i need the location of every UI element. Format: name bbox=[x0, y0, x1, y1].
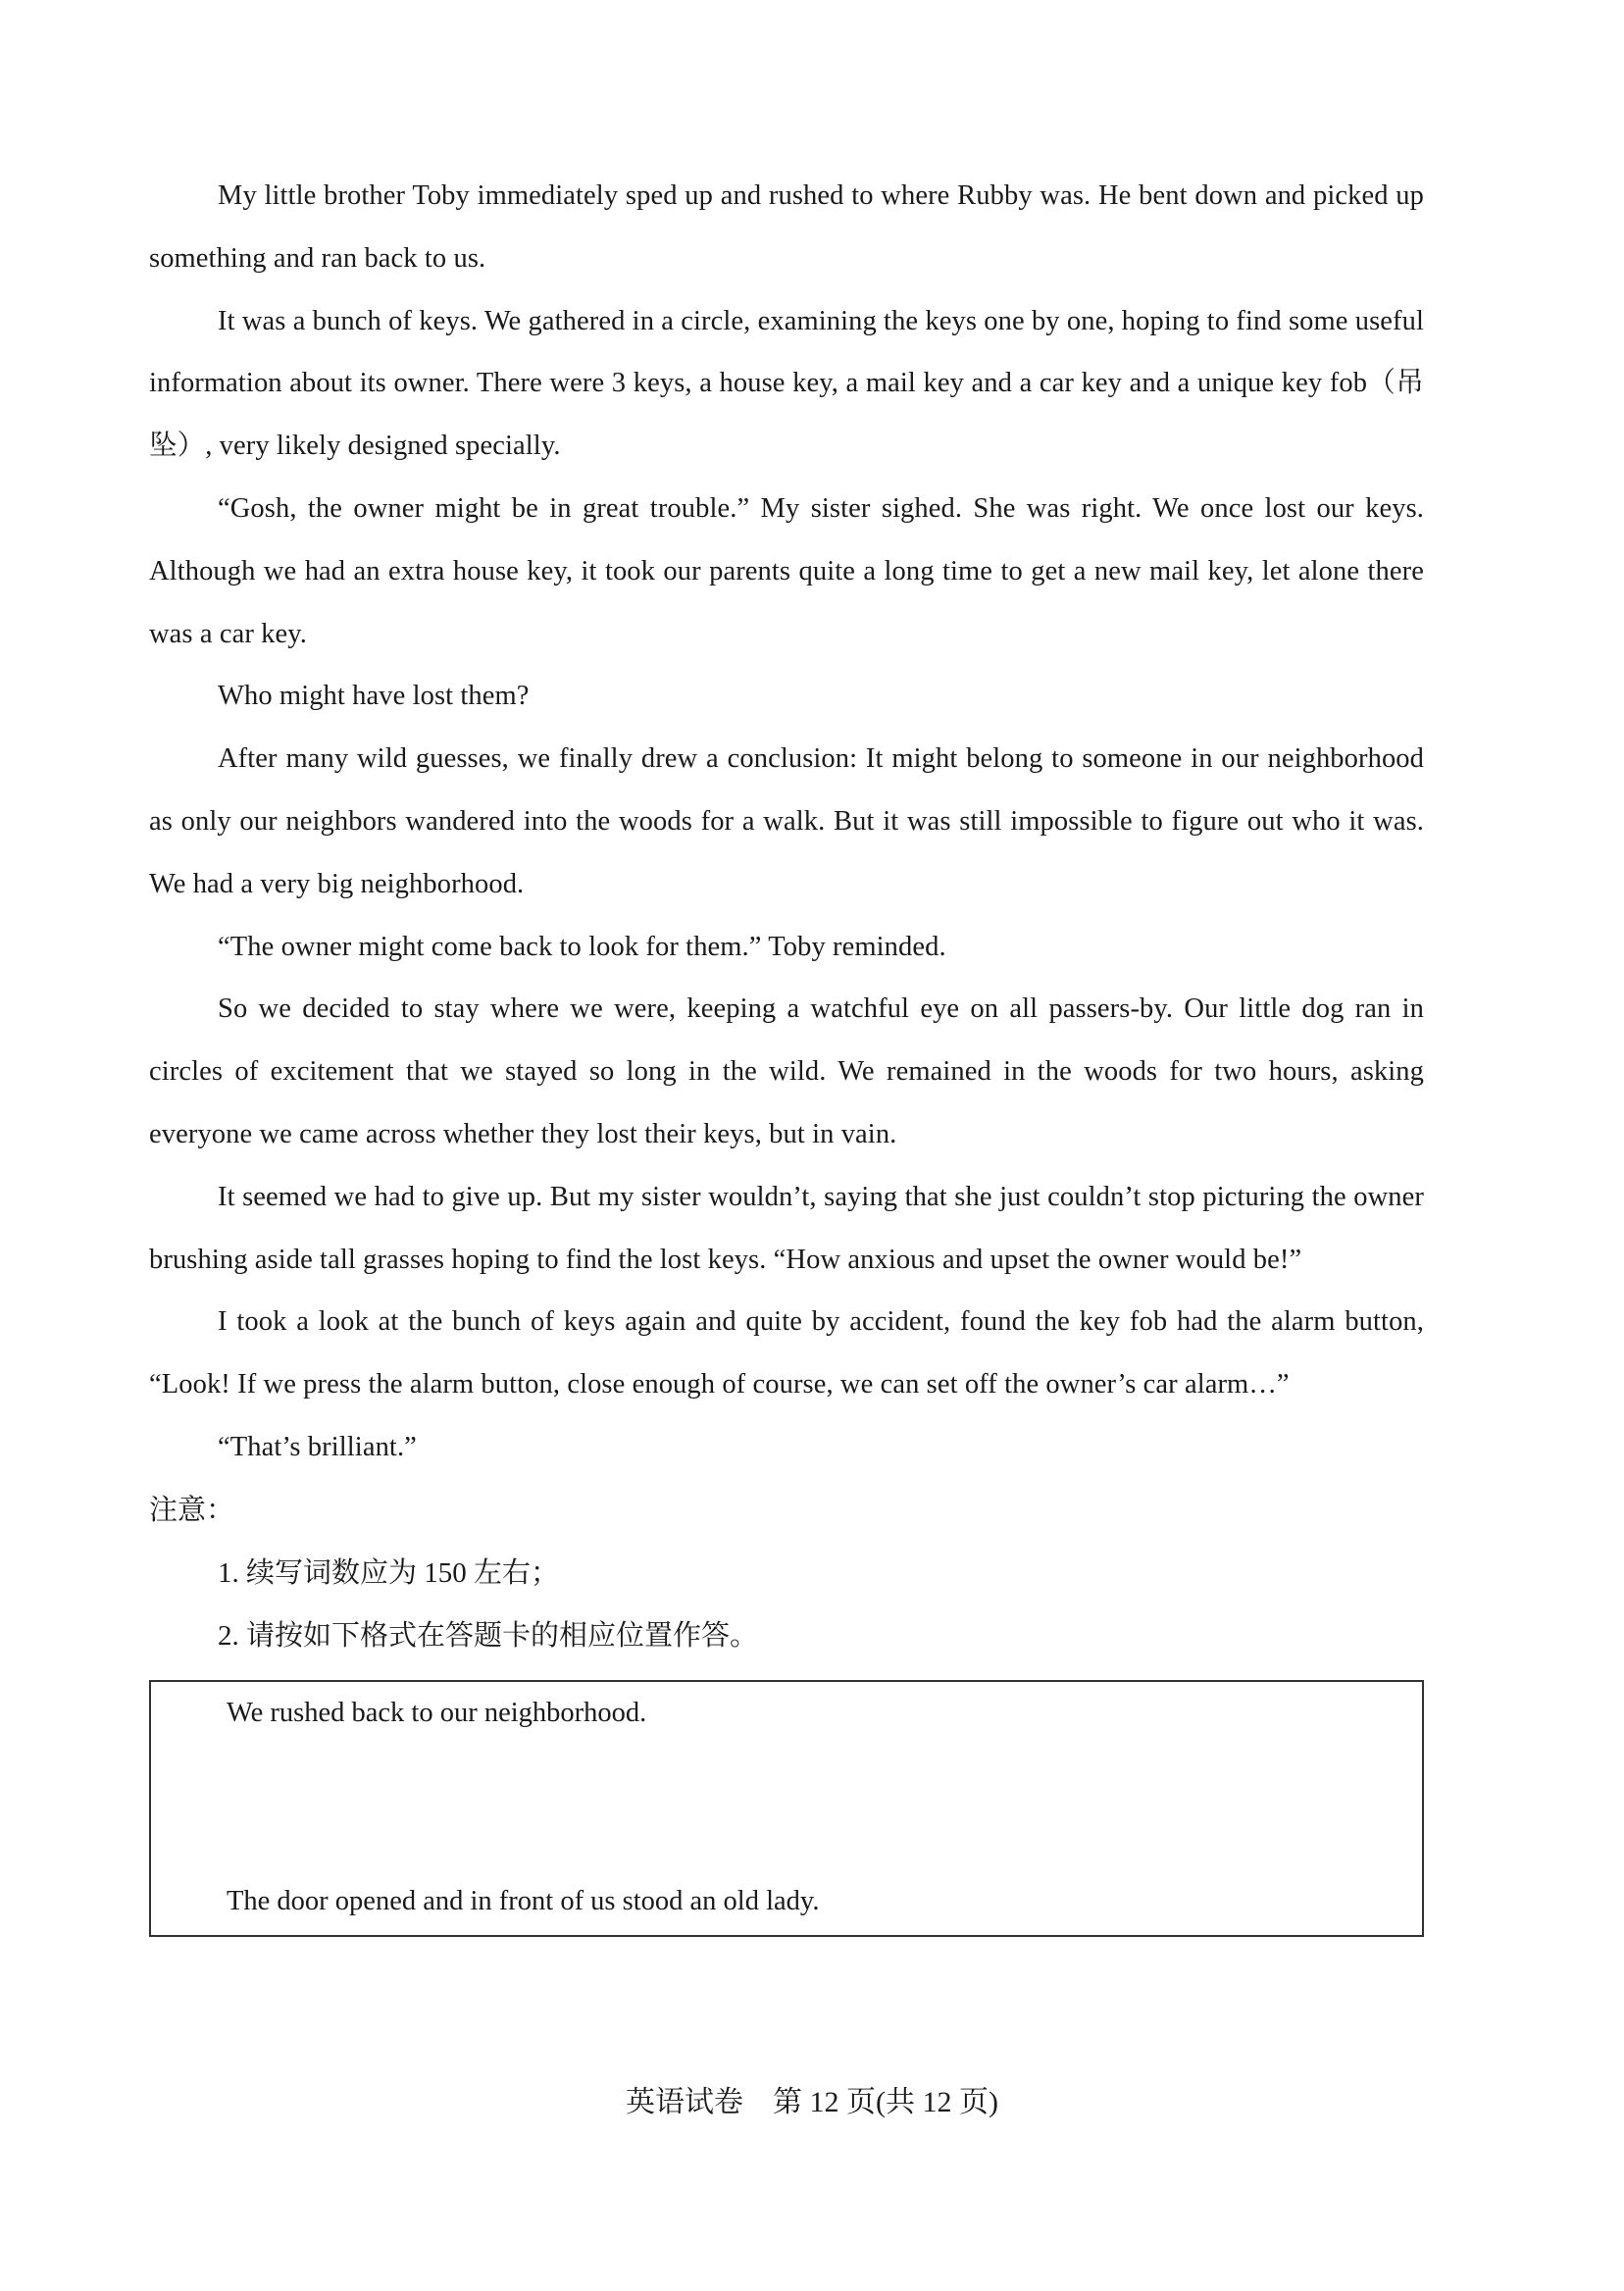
story-paragraph: After many wild guesses, we finally drew a conclusion: It might belong to someone in our neighborhood as only our neighbors wandered into the woods for a walk. But it was still impossible to figure out who it was. We had a very big neighborhood. bbox=[149, 743, 1424, 899]
page-footer: 英语试卷 第 12 页(共 12 页) bbox=[626, 2086, 998, 2118]
story-paragraph: So we decided to stay where we were, keeping a watchful eye on all passers-by. Our little dog ran in circles of excitement that we stayed so long in the wild. We remained in the woods for two hours, asking everyone we came across whether they lost their keys, but in vain. bbox=[149, 993, 1424, 1149]
answer-box bbox=[149, 1680, 1424, 1937]
answer-first-line: We rushed back to our neighborhood. bbox=[227, 1697, 647, 1728]
answer-second-line: The door opened and in front of us stood an old lady. bbox=[227, 1885, 820, 1916]
story-paragraph: It seemed we had to give up. But my sister wouldn’t, saying that she just couldn’t stop picturing the owner brushing aside tall grasses hoping to find the lost keys. “How anxious and upset the owner would be!” bbox=[149, 1181, 1424, 1275]
exam-page bbox=[149, 165, 1424, 1937]
story-paragraph: “That’s brilliant.” bbox=[218, 1431, 417, 1462]
notice-item: 2. 请按如下格式在答题卡的相应位置作答。 bbox=[218, 1619, 759, 1652]
story-paragraph: My little brother Toby immediately sped up and rushed to where Rubby was. He bent down and picked up something and ran back to us. bbox=[149, 180, 1424, 274]
story-paragraph: “The owner might come back to look for them.” Toby reminded. bbox=[218, 931, 946, 962]
notice-title: 注意： bbox=[149, 1494, 235, 1526]
notice-item: 1. 续写词数应为 150 左右； bbox=[218, 1556, 560, 1589]
story-paragraph: It was a bunch of keys. We gathered in a circle, examining the keys one by one, hoping to find some useful information about its owner. There were 3 keys, a house key, a mail key and a car key and a unique key fob（吊坠）, very likely designed specially. bbox=[149, 305, 1424, 462]
story-paragraph: Who might have lost them? bbox=[218, 681, 530, 712]
story-paragraph: “Gosh, the owner might be in great trouble.” My sister sighed. She was right. We once lost our keys. Although we had an extra house key, it took our parents quite a long time to get a new mail key, let alone there was a car key. bbox=[149, 492, 1424, 649]
story-paragraph: I took a look at the bunch of keys again and quite by accident, found the key fob had the alarm button, “Look! If we press the alarm button, close enough of course, we can set off the owner’s car alarm…” bbox=[149, 1306, 1424, 1400]
